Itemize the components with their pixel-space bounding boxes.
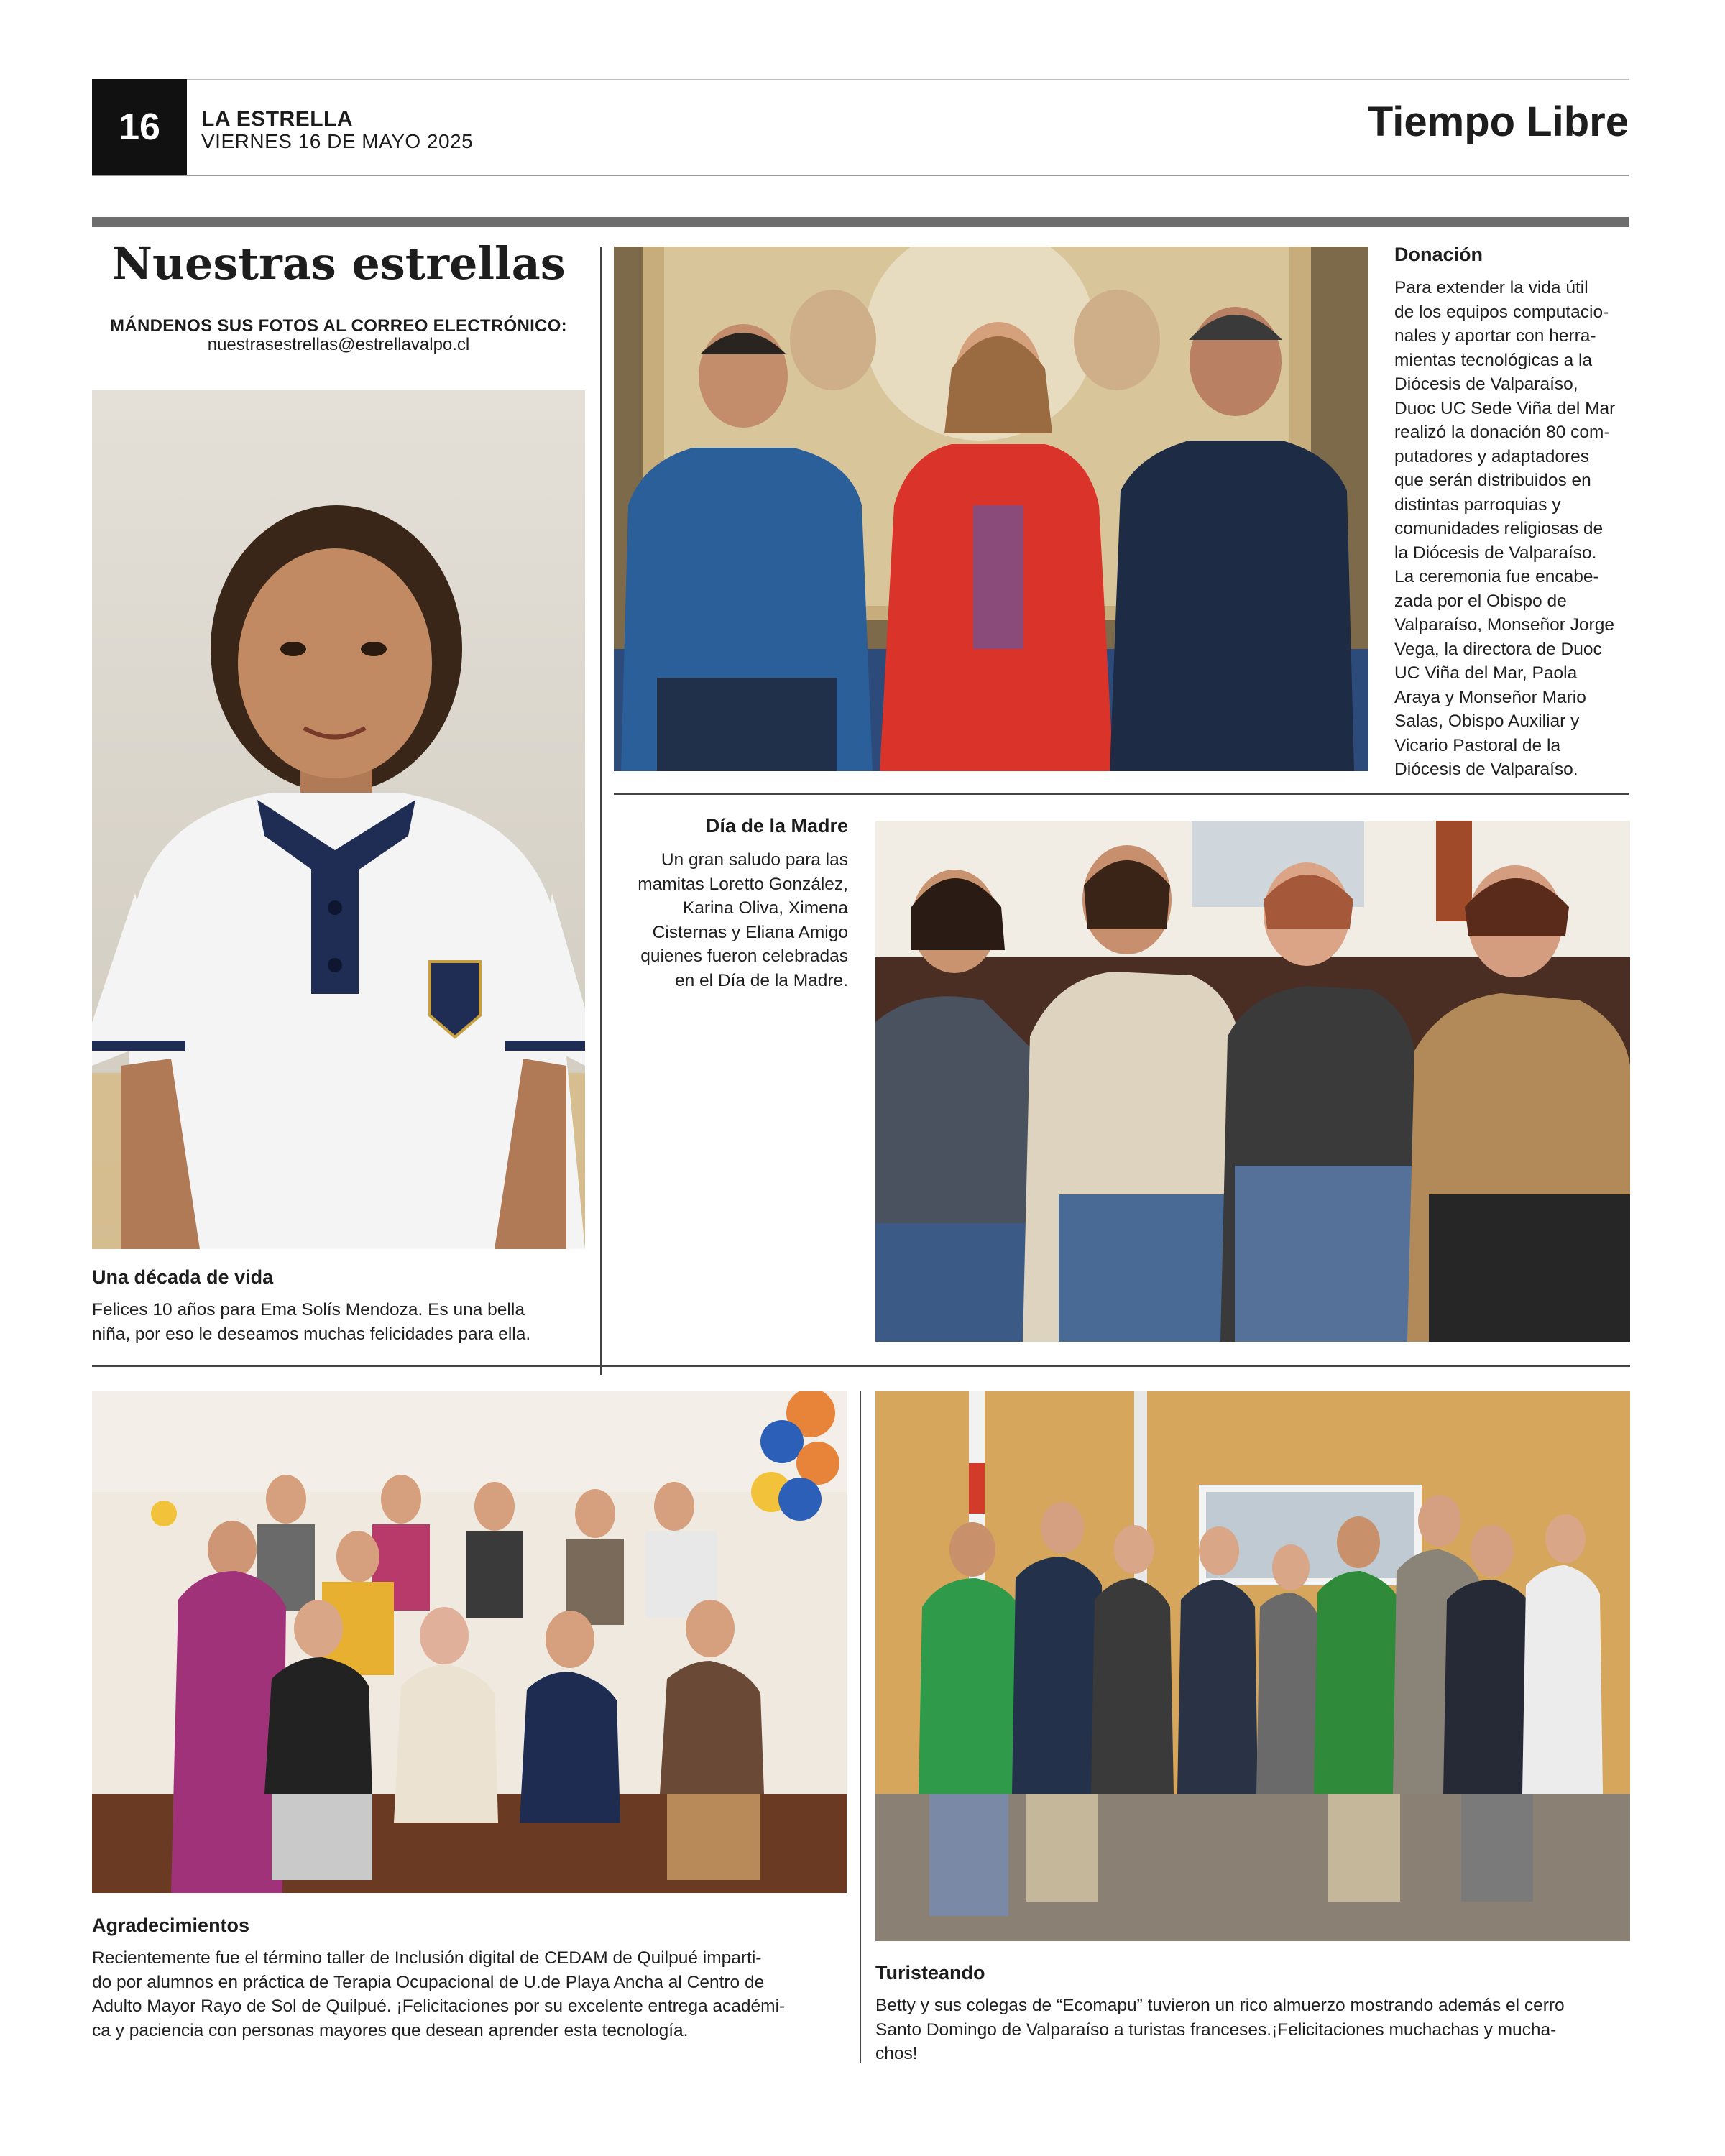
caption-line: zada por el Obispo de xyxy=(1394,591,1567,611)
paper-name: LA ESTRELLA xyxy=(201,107,354,131)
caption-line: La ceremonia fue encabe- xyxy=(1394,567,1599,586)
caption-agradecimientos xyxy=(92,1946,861,2042)
photo-donacion xyxy=(614,247,1368,771)
headline-madre: Día de la Madre xyxy=(705,815,848,837)
caption-line: niña, por eso le deseamos muchas felicidades para ella. xyxy=(92,1324,531,1344)
caption-donacion xyxy=(1394,276,1632,782)
caption-line: la Diócesis de Valparaíso. xyxy=(1394,543,1597,563)
caption-line: Adulto Mayor Rayo de Sol de Quilpué. ¡Felicitaciones por su excelente entrega académi- xyxy=(92,1996,786,2016)
caption-line: Salas, Obispo Auxiliar y xyxy=(1394,711,1580,731)
caption-line: Diócesis de Valparaíso, xyxy=(1394,374,1578,394)
story-rule xyxy=(614,793,1629,795)
caption-line: mamitas Loretto González, xyxy=(638,874,848,894)
caption-line: Duoc UC Sede Viña del Mar xyxy=(1394,398,1616,418)
caption-line: Betty y sus colegas de “Ecomapu” tuvieron un rico almuerzo mostrando además el cerro xyxy=(875,1996,1565,2015)
headline-decada: Una década de vida xyxy=(92,1266,274,1288)
caption-madre xyxy=(614,848,848,992)
contact-email[interactable]: nuestrasestrellas@estrellavalpo.cl xyxy=(207,335,470,354)
photo-turisteando xyxy=(875,1391,1630,1941)
caption-line: Diócesis de Valparaíso. xyxy=(1394,760,1578,779)
column-title: Nuestras estrellas xyxy=(111,237,566,290)
headline-donacion: Donación xyxy=(1394,244,1484,265)
photo-girl-portrait xyxy=(92,390,585,1249)
caption-line: Cisternas y Eliana Amigo xyxy=(652,922,848,942)
masthead xyxy=(201,108,473,152)
caption-line: mientas tecnológicas a la xyxy=(1394,350,1593,370)
caption-line: putadores y adaptadores xyxy=(1394,446,1590,466)
caption-line: nales y aportar con herra- xyxy=(1394,326,1596,346)
caption-line: chos! xyxy=(875,2044,918,2063)
caption-decada xyxy=(92,1298,595,1346)
caption-line: ca y paciencia con personas mayores que desean aprender esta tecnología. xyxy=(92,2020,689,2040)
caption-line: quienes fueron celebradas xyxy=(640,946,848,966)
caption-line: en el Día de la Madre. xyxy=(674,970,848,990)
headline-turisteando: Turisteando xyxy=(875,1962,985,1984)
caption-line: Vega, la directora de Duoc xyxy=(1394,639,1602,659)
caption-line: de los equipos computacio- xyxy=(1394,302,1609,322)
section-title: Tiempo Libre xyxy=(1367,98,1629,145)
caption-line: Un gran saludo para las xyxy=(661,850,848,870)
caption-turisteando xyxy=(875,1994,1637,2066)
headline-agradecimientos: Agradecimientos xyxy=(92,1915,250,1936)
caption-line: comunidades religiosas de xyxy=(1394,519,1604,538)
photo-agradecimientos xyxy=(92,1391,847,1893)
header-bottom-rule xyxy=(92,175,1629,176)
caption-line: Vicario Pastoral de la xyxy=(1394,735,1561,755)
caption-line: Santo Domingo de Valparaíso a turistas franceses.¡Felicitaciones muchachas y mucha- xyxy=(875,2019,1557,2040)
caption-line: realizó la donación 80 com- xyxy=(1394,423,1610,442)
column-rule-left xyxy=(600,247,602,1375)
issue-date: VIERNES 16 DE MAYO 2025 xyxy=(201,130,474,152)
column-rule-bottom xyxy=(860,1391,861,2063)
caption-line: Felices 10 años para Ema Solís Mendoza. Es una bella xyxy=(92,1300,525,1319)
caption-line: do por alumnos en práctica de Terapia Ocupacional de U.de Playa Ancha al Centro de xyxy=(92,1972,765,1992)
caption-line: Araya y Monseñor Mario xyxy=(1394,687,1586,707)
photo-dia-de-la-madre xyxy=(875,821,1630,1342)
caption-line: UC Viña del Mar, Paola xyxy=(1394,663,1578,683)
caption-line: Recientemente fue el término taller de Inclusión digital de CEDAM de Quilpué imparti- xyxy=(92,1948,762,1968)
caption-line: Karina Oliva, Ximena xyxy=(682,898,848,918)
caption-line: Valparaíso, Monseñor Jorge xyxy=(1394,615,1614,635)
header-top-rule xyxy=(92,79,1629,80)
caption-line: que serán distribuidos en xyxy=(1394,471,1591,490)
caption-line: Para extender la vida útil xyxy=(1394,278,1588,298)
send-photos-label: MÁNDENOS SUS FOTOS AL CORREO ELECTRÓNICO: xyxy=(110,316,567,336)
row-rule xyxy=(92,1365,1630,1367)
section-divider-bar xyxy=(92,217,1629,227)
caption-line: distintas parroquias y xyxy=(1394,494,1561,515)
page-number: 16 xyxy=(92,79,187,175)
